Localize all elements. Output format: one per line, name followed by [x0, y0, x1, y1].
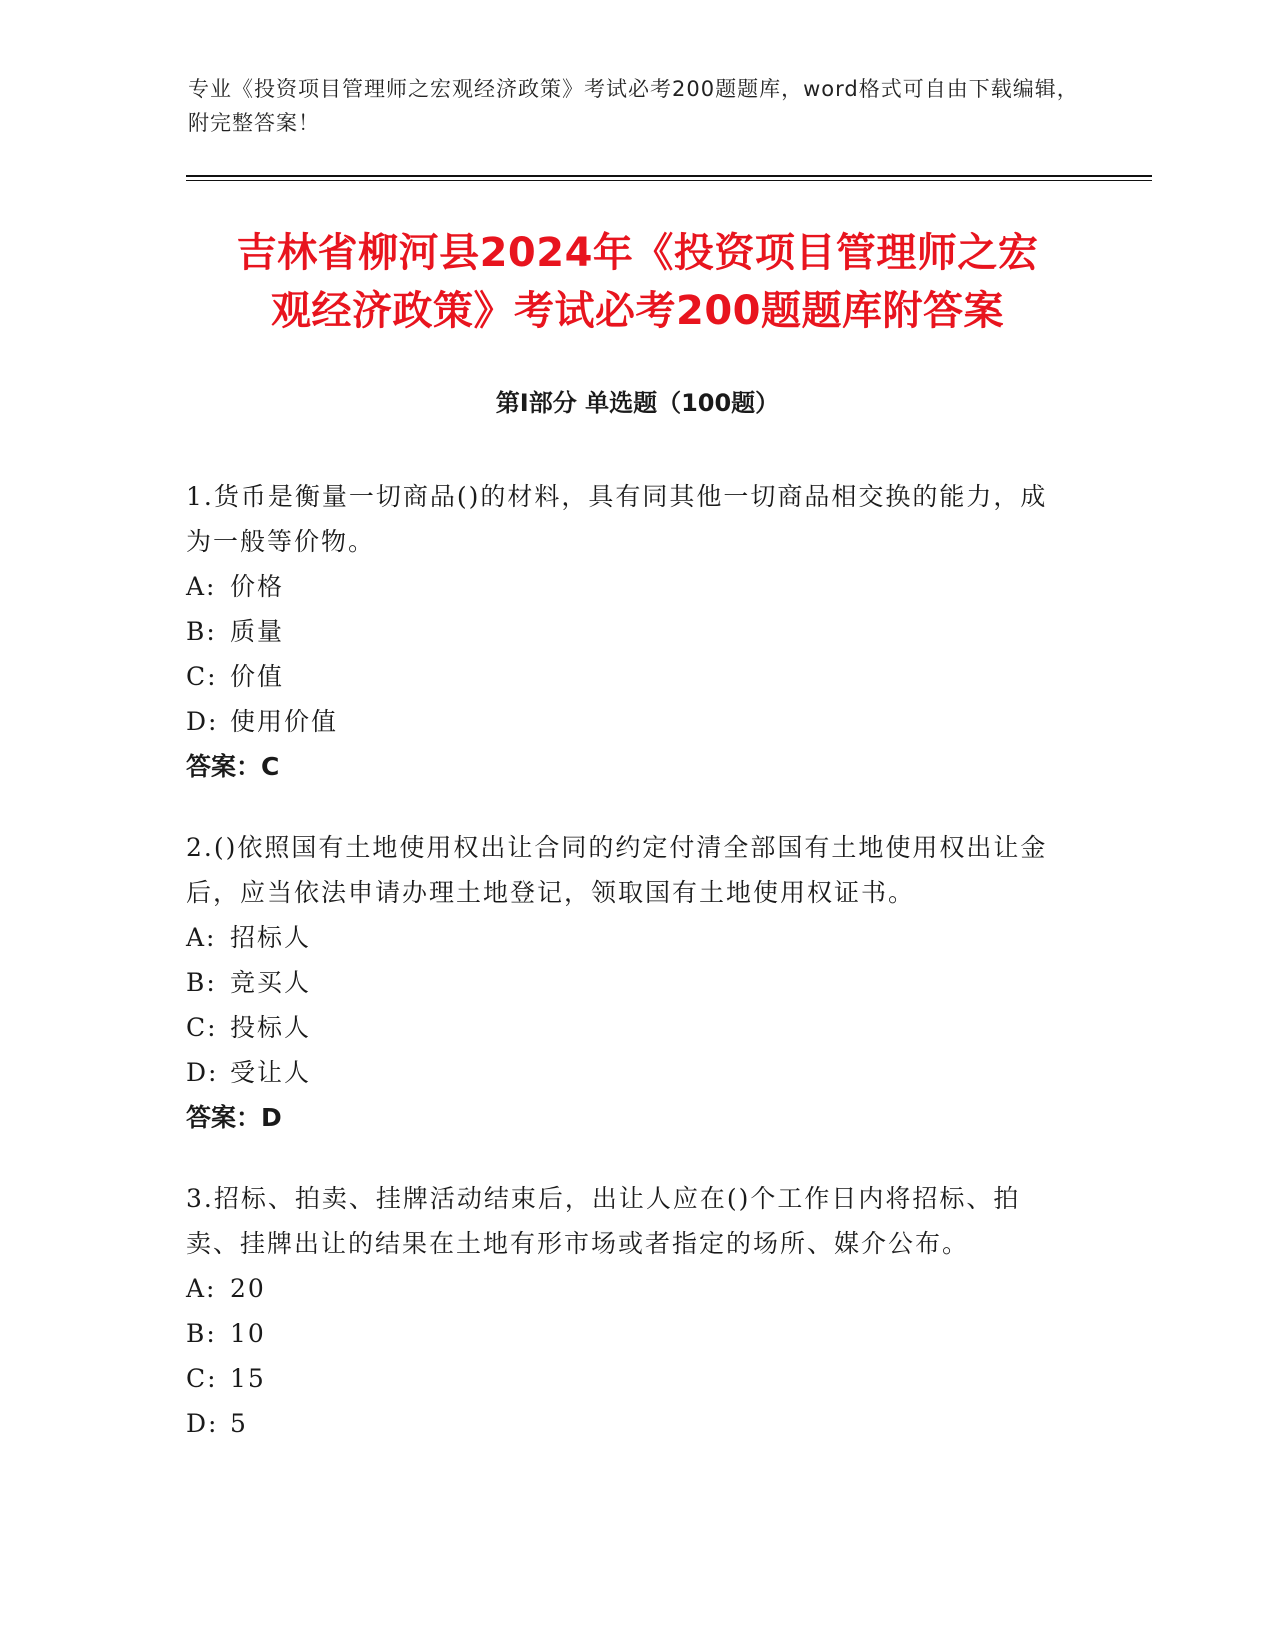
option-label: B: — [186, 968, 217, 997]
option-text: 招标人 — [230, 923, 312, 952]
option-text: 使用价值 — [230, 707, 339, 736]
option-text: 价格 — [230, 572, 285, 601]
answer: 答案：C — [186, 752, 280, 781]
option-label: C: — [186, 1013, 218, 1042]
option-text: 20 — [230, 1274, 266, 1303]
option-b — [186, 1311, 1066, 1356]
option-a — [186, 915, 1066, 960]
option-text: 受让人 — [230, 1058, 312, 1087]
question-list — [186, 474, 1066, 1482]
option-d — [186, 1050, 1066, 1095]
option-d — [186, 1401, 1066, 1446]
option-label: A: — [186, 572, 217, 601]
header-note: 专业《投资项目管理师之宏观经济政策》考试必考200题题库，word格式可自由下载编辑，附完整答案！ — [188, 77, 1079, 135]
question-3 — [186, 1176, 1066, 1446]
option-label: D: — [186, 1058, 219, 1087]
option-text: 竞买人 — [230, 968, 312, 997]
option-text: 5 — [230, 1409, 248, 1438]
question-stem: 1.货币是衡量一切商品()的材料，具有同其他一切商品相交换的能力，成为一般等价物。 — [186, 482, 1048, 556]
section-heading: 第Ⅰ部分 单选题（100题） — [495, 389, 780, 417]
option-label: C: — [186, 662, 218, 691]
option-text: 投标人 — [230, 1013, 312, 1042]
option-b — [186, 960, 1066, 1005]
document-title — [150, 224, 1125, 340]
option-c — [186, 1005, 1066, 1050]
answer: 答案：D — [186, 1103, 282, 1132]
option-d — [186, 699, 1066, 744]
option-b — [186, 609, 1066, 654]
option-label: D: — [186, 707, 219, 736]
option-label: A: — [186, 1274, 217, 1303]
option-label: B: — [186, 1319, 217, 1348]
question-stem: 2.()依照国有土地使用权出让合同的约定付清全部国有土地使用权出让金后，应当依法申请办理土地登记，领取国有土地使用权证书。 — [186, 833, 1048, 907]
title-line-1: 吉林省柳河县2024年《投资项目管理师之宏 — [236, 230, 1039, 276]
option-label: B: — [186, 617, 217, 646]
question-stem: 3.招标、拍卖、挂牌活动结束后，出让人应在()个工作日内将招标、拍卖、挂牌出让的结果在土地有形市场或者指定的场所、媒介公布。 — [186, 1184, 1021, 1258]
option-text: 15 — [230, 1364, 266, 1393]
option-label: D: — [186, 1409, 219, 1438]
option-text: 10 — [230, 1319, 266, 1348]
header-rule-thick — [186, 175, 1152, 177]
option-label: C: — [186, 1364, 218, 1393]
header-rule-thin — [186, 180, 1152, 181]
option-label: A: — [186, 923, 217, 952]
option-c — [186, 654, 1066, 699]
title-line-2: 观经济政策》考试必考200题题库附答案 — [271, 288, 1004, 334]
option-a — [186, 1266, 1066, 1311]
option-a — [186, 564, 1066, 609]
option-text: 质量 — [230, 617, 285, 646]
option-c — [186, 1356, 1066, 1401]
question-2 — [186, 825, 1066, 1140]
option-text: 价值 — [230, 662, 285, 691]
question-1 — [186, 474, 1066, 789]
